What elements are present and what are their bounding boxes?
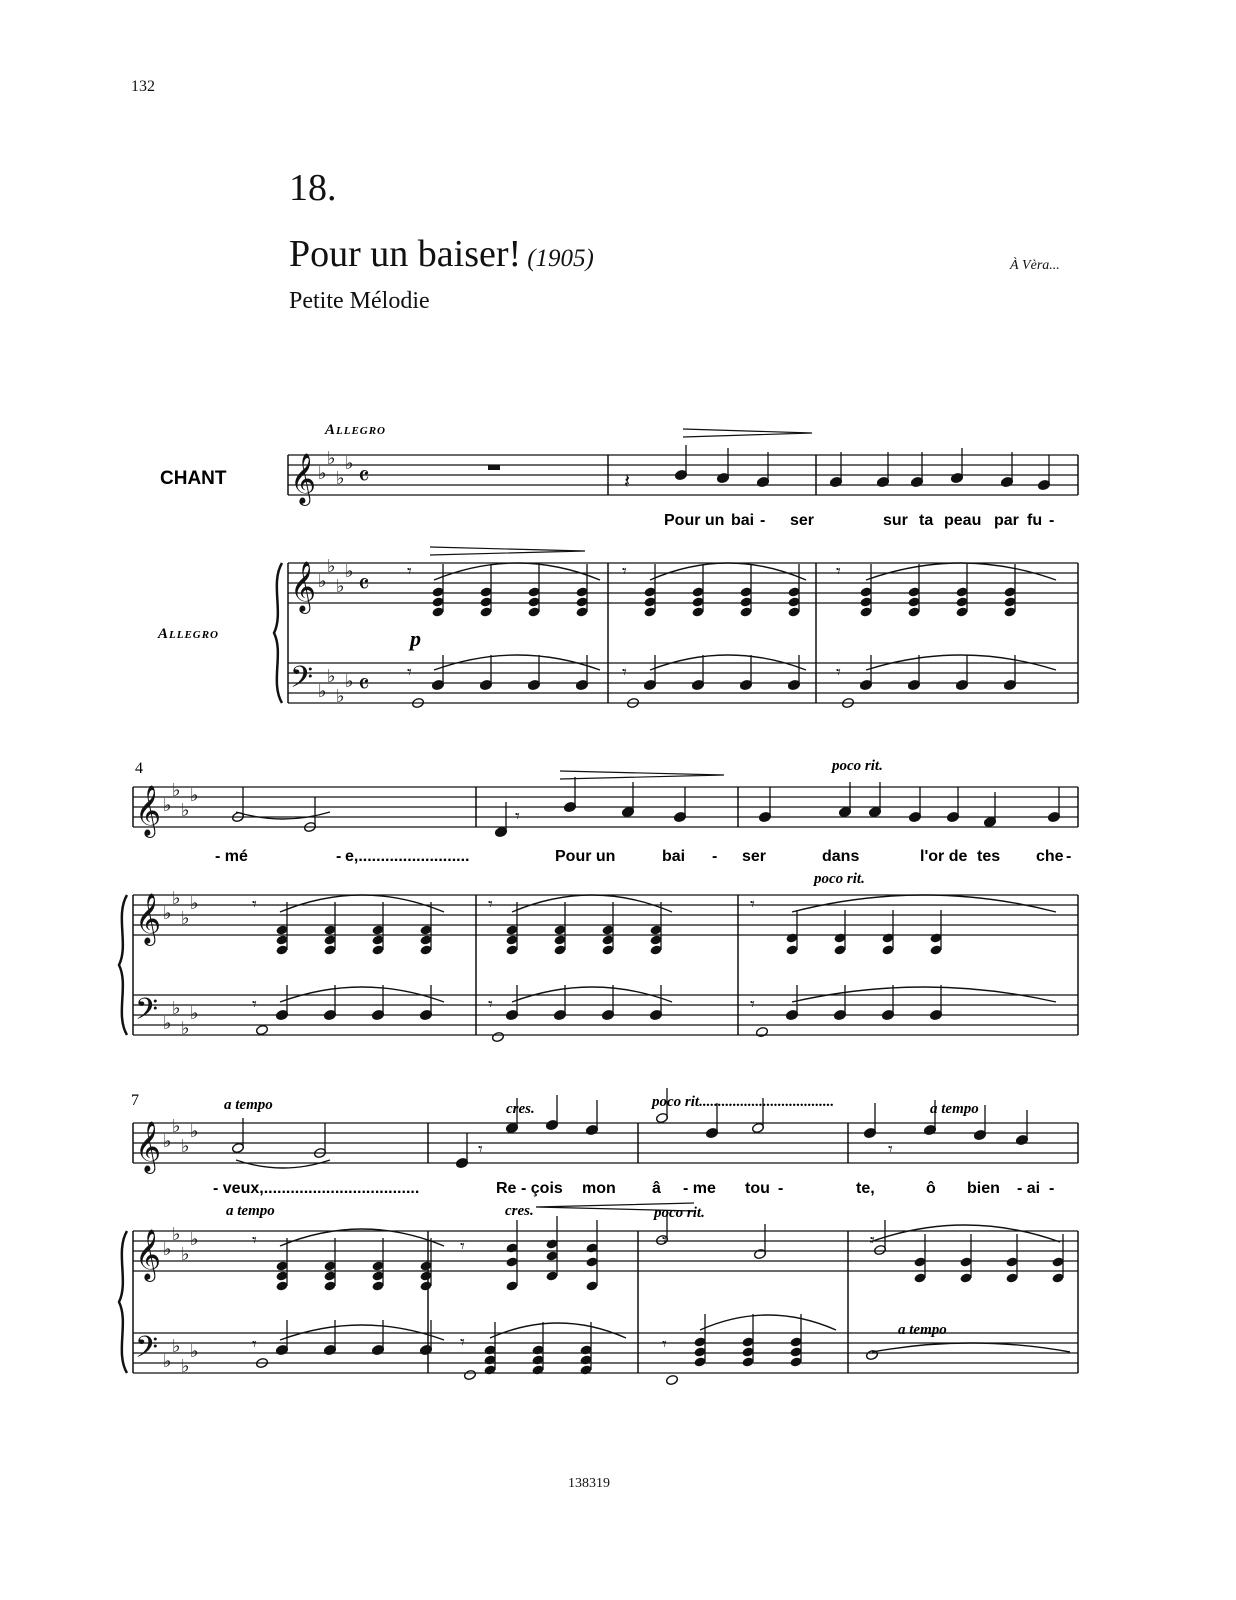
lyric: - <box>760 512 766 529</box>
piano-chord <box>601 902 614 956</box>
piano-a-tempo-2: a tempo <box>898 1322 947 1338</box>
key-signature-flat: ♭ <box>172 780 181 801</box>
key-signature-flat: ♭ <box>172 1116 181 1137</box>
bass-note <box>419 1320 432 1356</box>
whole-rest <box>488 465 500 470</box>
key-signature-flat: ♭ <box>181 1136 190 1157</box>
voice-note <box>950 448 963 484</box>
key-signature-flat: ♭ <box>172 998 181 1019</box>
key-signature-flat: ♭ <box>163 903 172 924</box>
bass-note <box>833 985 846 1021</box>
voice-a-tempo: a tempo <box>224 1097 273 1113</box>
bass-chord <box>693 1314 706 1368</box>
piano-chord <box>859 564 872 618</box>
lyric: - me <box>683 1180 716 1197</box>
piano-slur <box>870 1225 1060 1242</box>
voice-note <box>863 1103 876 1139</box>
lyric: - mé <box>215 848 248 865</box>
key-signature-flat: ♭ <box>190 1003 199 1024</box>
bass-clef: 𝄢 <box>135 993 159 1034</box>
eighth-rest: 𝄾 <box>252 1334 257 1355</box>
key-signature-flat: ♭ <box>190 1341 199 1362</box>
voice-poco-rit: poco rit.................................... <box>652 1094 835 1110</box>
lyric: bai <box>662 848 686 865</box>
key-signature-flat: ♭ <box>318 571 327 592</box>
piano-poco-rit: poco rit. <box>654 1205 705 1221</box>
piano-chord <box>929 910 942 956</box>
piano-chord <box>907 564 920 618</box>
key-signature-flat: ♭ <box>163 1013 172 1034</box>
lyric: tes <box>977 848 1001 865</box>
lyric: - <box>1049 1180 1055 1197</box>
eighth-rest: 𝄾 <box>252 894 257 915</box>
lyric: te, <box>856 1180 875 1197</box>
piano-chord <box>419 1238 432 1292</box>
voice-staff <box>133 787 1078 827</box>
common-time: 𝄴 <box>358 670 370 700</box>
notehead <box>255 1024 268 1035</box>
bass-chord <box>741 1314 754 1368</box>
piano-chord <box>787 564 800 618</box>
piano-chord <box>431 564 444 618</box>
lyric: - çois <box>521 1180 563 1197</box>
voice-note <box>946 787 959 823</box>
eighth-rest: 𝄾 <box>750 894 755 915</box>
piano-chord <box>955 564 968 618</box>
lyric: ser <box>742 848 767 865</box>
lyric: - <box>1049 512 1055 529</box>
key-signature-flat: ♭ <box>172 1224 181 1245</box>
voice-note <box>674 445 687 481</box>
lyric: - ai <box>1017 1180 1041 1197</box>
piano-slur <box>512 895 672 912</box>
eighth-rest: 𝄾 <box>870 1230 875 1251</box>
lyric: bien <box>967 1180 1000 1197</box>
lyric: - <box>778 1180 784 1197</box>
bass-note <box>275 985 288 1021</box>
voice-note <box>1015 1110 1028 1146</box>
key-signature-flat: ♭ <box>336 576 345 597</box>
key-signature-flat: ♭ <box>172 888 181 909</box>
lyric: - <box>336 848 342 865</box>
page-number: 132 <box>131 78 155 95</box>
piano-chord <box>371 1238 384 1292</box>
tie <box>236 812 330 819</box>
lyric: - <box>712 848 718 865</box>
piano-slur <box>792 895 1056 912</box>
bass-whole-note <box>255 1024 268 1035</box>
plate-number: 138319 <box>568 1476 610 1491</box>
piano-a-tempo: a tempo <box>226 1203 275 1219</box>
decrescendo-hairpin <box>560 771 724 779</box>
eighth-rest: 𝄾 <box>662 1230 667 1251</box>
eighth-rest: 𝄾 <box>488 894 493 915</box>
tie <box>236 1160 330 1168</box>
lyric: â <box>652 1180 661 1197</box>
voice-note <box>1037 455 1050 491</box>
bass-note <box>419 985 432 1021</box>
key-signature-flat: ♭ <box>327 448 336 469</box>
lyrics-system-2 <box>215 848 1071 865</box>
piano-chord <box>371 902 384 956</box>
common-time: 𝄴 <box>358 570 370 600</box>
key-signature-flat: ♭ <box>181 800 190 821</box>
lyric: ô <box>926 1180 936 1197</box>
lyric: Re <box>496 1180 517 1197</box>
lyric: par <box>994 512 1019 529</box>
piano-chord <box>739 564 752 618</box>
key-signature-flat: ♭ <box>336 686 345 707</box>
bass-note <box>881 985 894 1021</box>
bass-chord <box>579 1322 592 1376</box>
lyric: e,......................... <box>345 848 470 865</box>
treble-clef: 𝄞 <box>135 1229 162 1280</box>
eighth-rest: 𝄾 <box>622 662 627 683</box>
piano-bass-staff <box>133 1333 1078 1373</box>
voice-note <box>758 787 771 823</box>
key-signature-flat: ♭ <box>181 1018 190 1039</box>
voice-note <box>908 787 921 823</box>
bass-note <box>929 985 942 1021</box>
measure-number: 7 <box>131 1092 139 1109</box>
key-signature-flat: ♭ <box>190 1121 199 1142</box>
key-signature-flat: ♭ <box>163 1239 172 1260</box>
lyrics-system-3 <box>213 1180 1054 1197</box>
lyric: Pour un <box>664 512 725 529</box>
voice-cres: cres. <box>506 1101 535 1117</box>
piano-brace <box>119 895 127 1035</box>
bass-note <box>505 985 518 1021</box>
piano-treble-staff <box>133 1231 1078 1271</box>
eighth-rest: 𝄾 <box>622 561 627 582</box>
lyric: fu <box>1027 512 1043 529</box>
notehead <box>463 1369 476 1380</box>
eighth-rest: 𝄾 <box>836 662 841 683</box>
tie <box>872 1343 1070 1352</box>
key-signature-flat: ♭ <box>345 561 354 582</box>
voice-note <box>716 448 729 484</box>
bass-whole-note <box>665 1374 678 1385</box>
voice-note <box>910 452 923 488</box>
piano-chord <box>881 910 894 956</box>
lyric: sur <box>883 512 908 529</box>
key-signature-flat: ♭ <box>181 1244 190 1265</box>
lyric: l'or de <box>920 848 968 865</box>
piano-slur <box>434 563 600 580</box>
eighth-rest: 𝄾 <box>515 806 520 827</box>
piano-chord <box>419 902 432 956</box>
measure-number: 4 <box>135 760 143 777</box>
key-signature-flat: ♭ <box>318 681 327 702</box>
eighth-rest: 𝄾 <box>407 662 412 683</box>
bass-note <box>785 985 798 1021</box>
piano-slur <box>650 563 806 580</box>
treble-clef: 𝄞 <box>135 1121 162 1172</box>
voice-note <box>829 452 842 488</box>
bass-chord <box>789 1314 802 1368</box>
voice-note <box>1000 452 1013 488</box>
voice-staff-label: CHANT <box>160 468 227 489</box>
piano-chord <box>1003 564 1016 618</box>
lyric: tou <box>745 1180 770 1197</box>
key-signature-flat: ♭ <box>172 1336 181 1357</box>
eighth-rest: 𝄾 <box>460 1236 465 1257</box>
voice-note <box>876 452 889 488</box>
key-signature-flat: ♭ <box>190 785 199 806</box>
voice-a-tempo-2: a tempo <box>930 1101 979 1117</box>
lyric: mon <box>582 1180 616 1197</box>
bass-clef: 𝄢 <box>290 661 314 702</box>
voice-note <box>545 1095 558 1131</box>
notehead <box>491 1031 504 1042</box>
lyric: - <box>1066 848 1072 865</box>
piano-brace <box>119 1231 127 1373</box>
piano-slur <box>866 563 1056 580</box>
bass-note <box>371 985 384 1021</box>
key-signature-flat: ♭ <box>318 463 327 484</box>
dedication: À Vèra... <box>1010 258 1060 273</box>
eighth-rest: 𝄾 <box>750 994 755 1015</box>
piano-half-note <box>753 1224 766 1260</box>
bass-chord <box>531 1322 544 1376</box>
dynamic-piano: p <box>410 626 421 651</box>
bass-whole-note <box>491 1031 504 1042</box>
piano-chord <box>649 902 662 956</box>
song-subtitle: Petite Mélodie <box>289 288 430 314</box>
treble-clef: 𝄞 <box>290 453 317 504</box>
piano-cres: cres. <box>505 1203 534 1219</box>
song-title: Pour un baiser! <box>289 233 522 275</box>
eighth-rest: 𝄾 <box>662 1334 667 1355</box>
key-signature-flat: ♭ <box>163 1351 172 1372</box>
decrescendo-hairpin <box>430 547 585 555</box>
bass-note <box>649 985 662 1021</box>
voice-note <box>1047 787 1060 823</box>
eighth-rest: 𝄾 <box>888 1139 893 1160</box>
lyric: ta <box>919 512 934 529</box>
key-signature-flat: ♭ <box>181 908 190 929</box>
bass-slur <box>700 1315 836 1330</box>
voice-poco-rit: poco rit. <box>832 758 883 774</box>
bass-note <box>323 1320 336 1356</box>
piano-chord <box>275 1238 288 1292</box>
key-signature-flat: ♭ <box>181 1356 190 1377</box>
notehead <box>755 1026 768 1037</box>
eighth-rest: 𝄾 <box>252 994 257 1015</box>
lyric: ser <box>790 512 815 529</box>
key-signature-flat: ♭ <box>190 893 199 914</box>
eighth-rest: 𝄾 <box>252 1230 257 1251</box>
voice-note <box>585 1100 598 1136</box>
bass-whole-note <box>463 1369 476 1380</box>
piano-chord <box>323 1238 336 1292</box>
voice-note <box>756 452 769 488</box>
lyric: peau <box>944 512 982 529</box>
key-signature-flat: ♭ <box>163 1131 172 1152</box>
piano-chord <box>527 564 540 618</box>
song-year: (1905) <box>527 245 594 272</box>
piano-brace <box>274 563 282 703</box>
key-signature-flat: ♭ <box>163 795 172 816</box>
bass-clef: 𝄢 <box>135 1331 159 1372</box>
voice-note <box>563 777 576 813</box>
bass-chord <box>483 1322 496 1376</box>
piano-chord <box>553 902 566 956</box>
treble-clef: 𝄞 <box>290 561 317 612</box>
voice-tempo: Allegro <box>325 422 387 438</box>
voice-staff <box>133 1123 1078 1163</box>
eighth-rest: 𝄾 <box>488 994 493 1015</box>
voice-note <box>455 1133 468 1169</box>
bass-slur <box>490 1323 626 1338</box>
decrescendo-hairpin <box>683 429 812 437</box>
piano-poco-rit: poco rit. <box>814 871 865 887</box>
lyric: Pour un <box>555 848 616 865</box>
bass-whole-note <box>755 1026 768 1037</box>
eighth-rest: 𝄾 <box>836 561 841 582</box>
common-time: 𝄴 <box>358 462 370 492</box>
song-number: 18. <box>289 167 337 209</box>
eighth-rest: 𝄾 <box>407 561 412 582</box>
key-signature-flat: ♭ <box>336 468 345 489</box>
key-signature-flat: ♭ <box>327 556 336 577</box>
piano-chord <box>691 564 704 618</box>
key-signature-flat: ♭ <box>190 1229 199 1250</box>
bass-note <box>601 985 614 1021</box>
key-signature-flat: ♭ <box>327 666 336 687</box>
piano-chord <box>643 564 656 618</box>
lyrics-system-1 <box>664 512 1054 529</box>
lyric: che <box>1036 848 1064 865</box>
key-signature-flat: ♭ <box>345 671 354 692</box>
key-signature-flat: ♭ <box>345 453 354 474</box>
piano-staff-label: Allegro <box>158 626 220 642</box>
notehead <box>665 1374 678 1385</box>
piano-chord <box>545 1216 558 1282</box>
lyric: bai <box>731 512 755 529</box>
piano-chord <box>785 910 798 956</box>
piano-chord <box>833 910 846 956</box>
treble-clef: 𝄞 <box>135 785 162 836</box>
eighth-rest: 𝄾 <box>460 1332 465 1353</box>
treble-clef: 𝄞 <box>135 893 162 944</box>
eighth-rest: 𝄾 <box>478 1139 483 1160</box>
piano-chord <box>323 902 336 956</box>
voice-note <box>673 787 686 823</box>
quarter-rest: 𝄽 <box>624 469 631 493</box>
lyric: - veux,................................... <box>213 1180 420 1197</box>
piano-slur <box>280 895 444 912</box>
lyric: dans <box>822 848 860 865</box>
piano-chord <box>479 564 492 618</box>
